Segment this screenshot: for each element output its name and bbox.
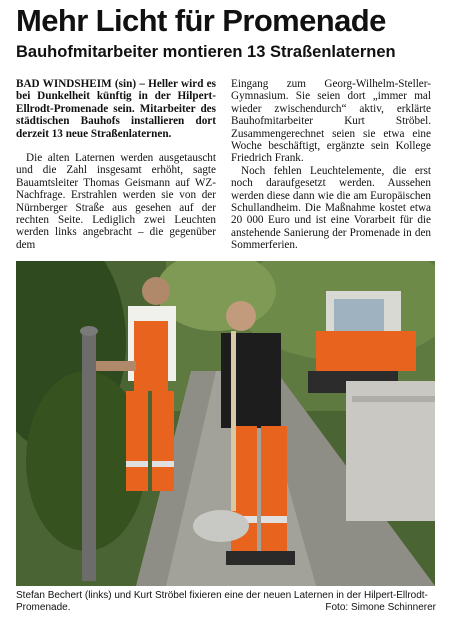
article-photo (16, 261, 435, 586)
article-column-right (231, 78, 431, 252)
photo-caption (16, 590, 436, 614)
article-paragraph: Noch fehlen Leuchtelemente, die erst noch daraufgesetzt werden. Aussehen werden diese dann wie die am Europäischen Schullandheim. Die Maßnahme kostet etwa 20 000 Euro und ist eine Vorarbeit für die anstehende Sanierung der Promenade in den Sommerferien. (231, 164, 431, 252)
article-subheadline: Bauhofmitarbeiter montieren 13 Straßenlaternen (16, 43, 396, 61)
article-column-left (16, 78, 216, 251)
caption-text: Stefan Bechert (links) und Kurt Ströbel fixieren eine der neuen Laternen in der Hilpert-Ellrodt-Promenade. (16, 590, 428, 613)
article-paragraph: Eingang zum Georg-Wilhelm-Steller-Gymnasium. Sie seien dort „immer mal wieder zwischendurch“ aktiv, erklärte Bauhofmitarbeiter Kurt Ströbel. Zusammengerechnet seien sie etwa eine Woche beschäftigt, ergänzte sein Kollege Friedrich Frank. (231, 78, 431, 165)
article-lead: BAD WINDSHEIM (sin) – Heller wird es bei Dunkelheit künftig in der Hilpert-Ellrodt-Promenade sein. Mitarbeiter des städtischen Bauhofs installieren dort derzeit 13 neue Straßenlaternen. (16, 78, 216, 140)
photo-credit: Foto: Simone Schinnerer (325, 602, 436, 613)
article-headline: Mehr Licht für Promenade (16, 3, 386, 38)
photo-illustration (16, 261, 435, 586)
article-paragraph: Die alten Laternen werden ausgetauscht und die Zahl insgesamt erhöht, sagte Bauamtsleiter Thomas Geismann auf WZ-Nachfrage. Erstrahlen werden sie von der Nürnberger Straße aus gesehen auf der rechten Seite. Lediglich zwei Leuchten werden links angebracht – die gegenüber dem (16, 152, 216, 251)
